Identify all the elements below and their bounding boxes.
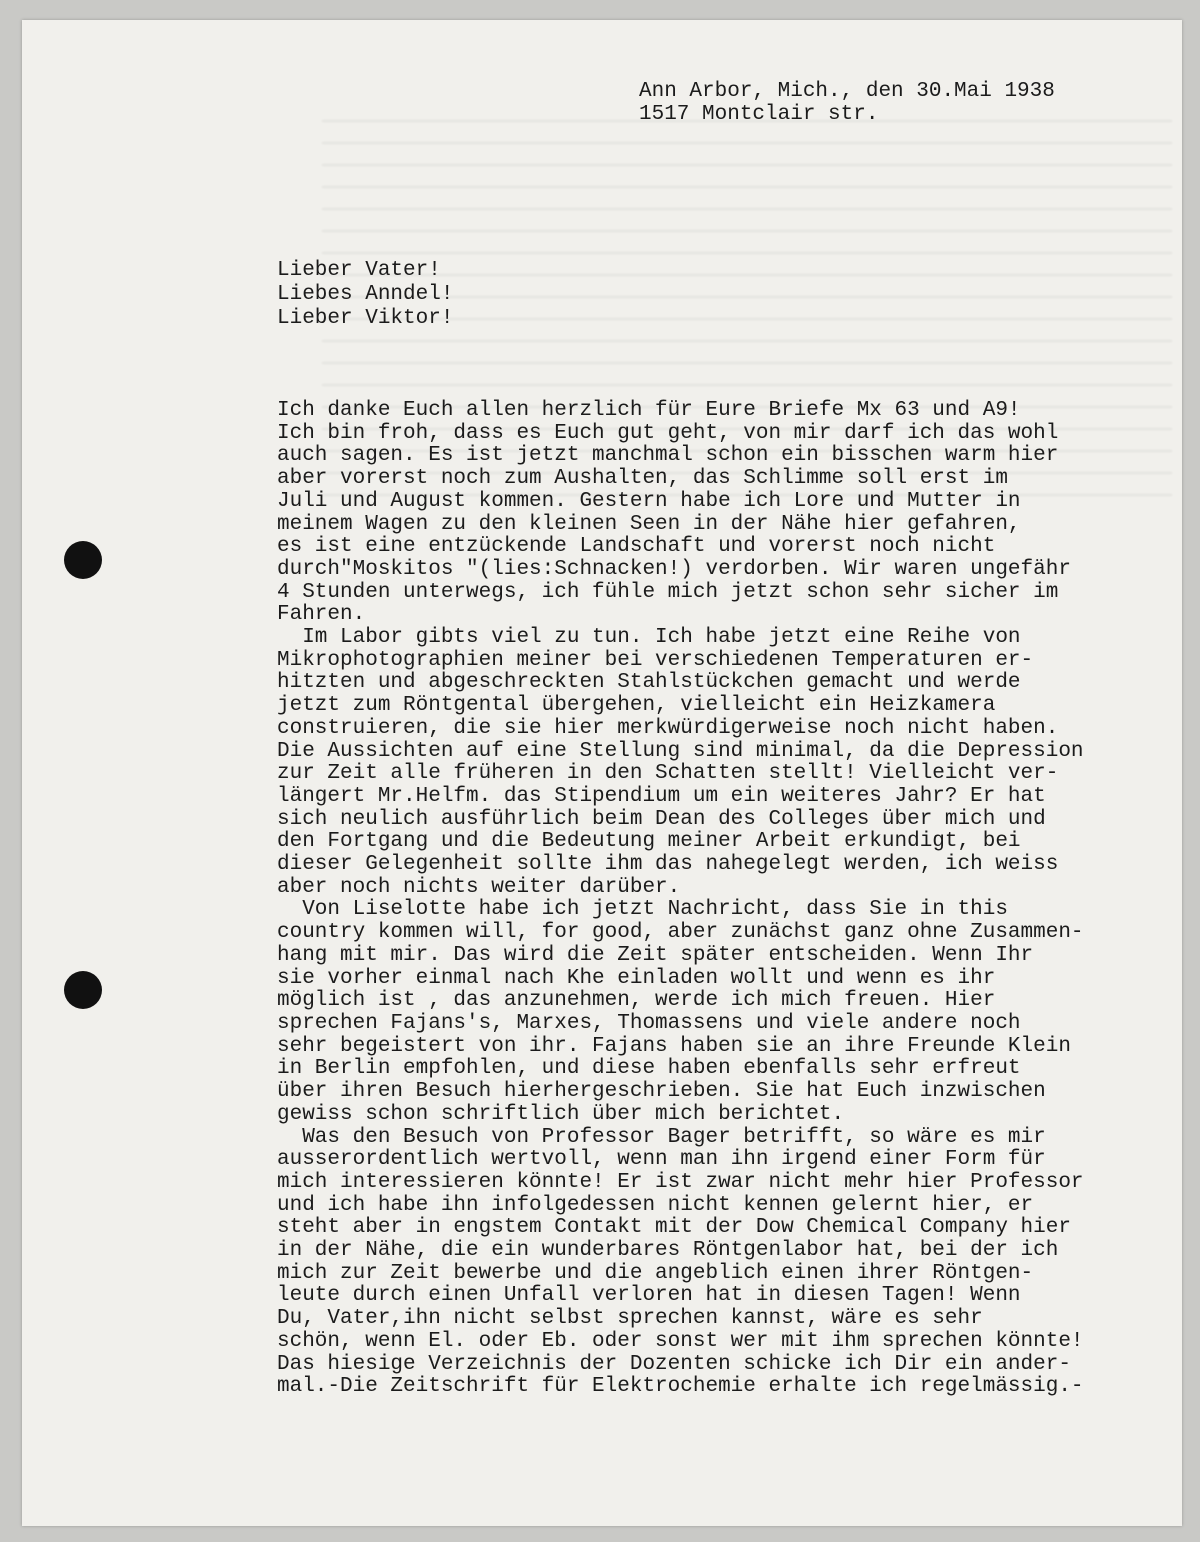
body-line: schön, wenn El. oder Eb. oder sonst wer mit ihm sprechen könnte!: [277, 1329, 1084, 1353]
body-line: hitzten und abgeschreckten Stahlstückchen gemacht und werde: [277, 671, 1021, 695]
body-line: Die Aussichten auf eine Stellung sind minimal, da die Depression: [277, 739, 1084, 763]
punch-hole-top: [64, 541, 102, 579]
body-line: Das hiesige Verzeichnis der Dozenten schicke ich Dir ein ander-: [277, 1352, 1071, 1376]
body-line: aber vorerst noch zum Aushalten, das Schlimme soll erst im: [277, 467, 1008, 491]
body-line: ausserordentlich wertvoll, wenn man ihn irgend einer Form für: [277, 1148, 1046, 1172]
letter-body: [277, 400, 1177, 1399]
body-line: möglich ist , das anzunehmen, werde ich mich freuen. Hier: [277, 989, 996, 1013]
place-date-line: Ann Arbor, Mich., den 30.Mai 1938: [639, 80, 1055, 103]
body-line: Mikrophotographien meiner bei verschiedenen Temperaturen er-: [277, 648, 1034, 672]
body-line: hang mit mir. Das wird die Zeit später entscheiden. Wenn Ihr: [277, 943, 1034, 967]
body-line: dieser Gelegenheit sollte ihm das nahegelegt werden, ich weiss: [277, 853, 1059, 877]
body-line: jetzt zum Röntgental übergehen, vielleicht ein Heizkamera: [277, 694, 996, 718]
body-line: sich neulich ausführlich beim Dean des Colleges über mich und: [277, 807, 1046, 831]
body-line: Du, Vater,ihn nicht selbst sprechen kannst, wäre es sehr: [277, 1307, 983, 1331]
body-line: country kommen will, for good, aber zunächst ganz ohne Zusammen-: [277, 921, 1084, 945]
salutation-line: Liebes Anndel!: [277, 283, 454, 306]
body-line: mich zur Zeit bewerbe und die angeblich einen ihrer Röntgen-: [277, 1261, 1034, 1285]
body-line: construieren, die sie hier merkwürdigerweise noch nicht haben.: [277, 716, 1059, 740]
body-line: und ich habe ihn infolgedessen nicht kennen gelernt hier, er: [277, 1193, 1034, 1217]
body-line: Im Labor gibts viel zu tun. Ich habe jetzt eine Reihe von: [277, 626, 1021, 650]
salutation-line: Lieber Viktor!: [277, 307, 454, 330]
letter-header: [639, 80, 1055, 126]
body-line: Von Liselotte habe ich jetzt Nachricht, dass Sie in this: [277, 898, 1008, 922]
body-line: Juli und August kommen. Gestern habe ich Lore und Mutter in: [277, 489, 1021, 513]
body-line: in Berlin empfohlen, und diese haben ebenfalls sehr erfreut: [277, 1057, 1021, 1081]
address-line: 1517 Montclair str.: [639, 103, 879, 126]
body-line: aber noch nichts weiter darüber.: [277, 875, 681, 899]
body-line: Ich danke Euch allen herzlich für Eure Briefe Mx 63 und A9!: [277, 399, 1021, 422]
body-line: es ist eine entzückende Landschaft und vorerst noch nicht: [277, 535, 996, 559]
body-line: sehr begeistert von ihr. Fajans haben sie an ihre Freunde Klein: [277, 1034, 1071, 1058]
body-line: meinem Wagen zu den kleinen Seen in der Nähe hier gefahren,: [277, 512, 1021, 536]
body-line: durch"Moskitos "(lies:Schnacken!) verdorben. Wir waren ungefähr: [277, 557, 1071, 581]
body-line: mal.-Die Zeitschrift für Elektrochemie erhalte ich regelmässig.-: [277, 1375, 1084, 1399]
body-line: gewiss schon schriftlich über mich berichtet.: [277, 1102, 845, 1126]
body-line: zur Zeit alle früheren in den Schatten stellt! Vielleicht ver-: [277, 762, 1059, 786]
body-line: Ich bin froh, dass es Euch gut geht, von mir darf ich das wohl: [277, 421, 1059, 445]
body-line: sie vorher einmal nach Khe einladen wollt und wenn es ihr: [277, 966, 996, 990]
body-line: steht aber in engstem Contakt mit der Dow Chemical Company hier: [277, 1216, 1071, 1240]
punch-hole-bottom: [64, 971, 102, 1009]
salutation: [277, 259, 453, 331]
body-line: sprechen Fajans's, Marxes, Thomassens und viele andere noch: [277, 1011, 1021, 1035]
body-line: leute durch einen Unfall verloren hat in diesen Tagen! Wenn: [277, 1284, 1021, 1308]
body-line: längert Mr.Helfm. das Stipendium um ein weiteres Jahr? Er hat: [277, 784, 1046, 808]
letter-page: [22, 20, 1182, 1526]
body-line: mich interessieren könnte! Er ist zwar nicht mehr hier Professor: [277, 1170, 1084, 1194]
body-line: Was den Besuch von Professor Bager betrifft, so wäre es mir: [277, 1125, 1046, 1149]
body-line: den Fortgang und die Bedeutung meiner Arbeit erkundigt, bei: [277, 830, 1021, 854]
body-line: 4 Stunden unterwegs, ich fühle mich jetzt schon sehr sicher im: [277, 580, 1059, 604]
salutation-line: Lieber Vater!: [277, 259, 441, 282]
body-line: in der Nähe, die ein wunderbares Röntgenlabor hat, bei der ich: [277, 1239, 1059, 1263]
body-line: Fahren.: [277, 603, 366, 627]
body-line: auch sagen. Es ist jetzt manchmal schon ein bisschen warm hier: [277, 444, 1059, 468]
body-line: über ihren Besuch hierhergeschrieben. Sie hat Euch inzwischen: [277, 1080, 1046, 1104]
